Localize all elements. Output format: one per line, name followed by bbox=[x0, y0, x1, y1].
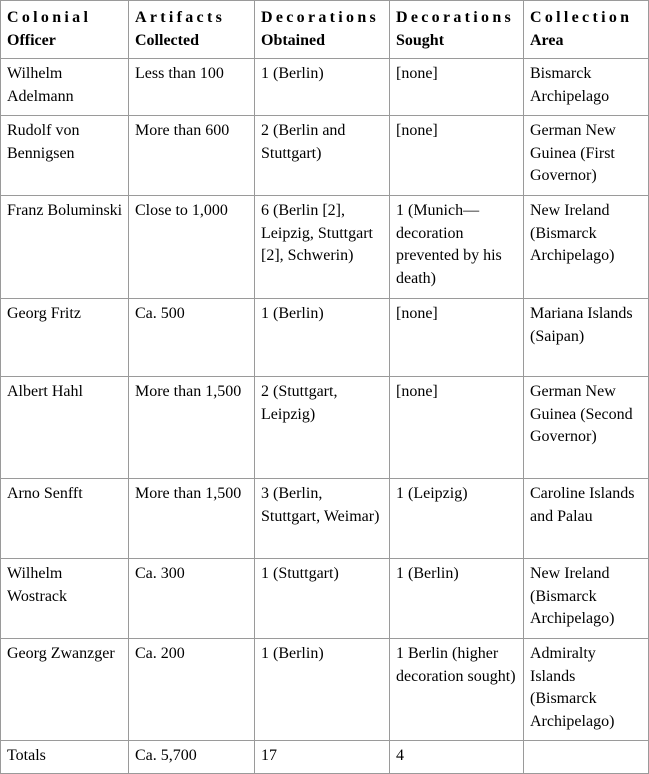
table-row bbox=[1, 59, 649, 116]
cell-artifacts: Close to 1,000 bbox=[129, 196, 255, 299]
cell-area: Bismarck Archipelago bbox=[524, 59, 649, 116]
cell-area: German New Guinea (First Governor) bbox=[524, 116, 649, 196]
header-line2: Obtained bbox=[261, 31, 326, 49]
table-row bbox=[1, 299, 649, 377]
cell-officer: Georg Fritz bbox=[1, 299, 129, 377]
table-row bbox=[1, 196, 649, 299]
header-collection-area bbox=[524, 1, 649, 59]
cell-area: New Ireland (Bismarck Archipelago) bbox=[524, 196, 649, 299]
cell-sought: 1 (Berlin) bbox=[390, 559, 524, 639]
totals-label: Totals bbox=[1, 741, 129, 774]
header-row bbox=[1, 1, 649, 59]
cell-sought: 1 (Munich—decoration prevented by his death) bbox=[390, 196, 524, 299]
cell-officer: Franz Boluminski bbox=[1, 196, 129, 299]
table-row bbox=[1, 116, 649, 196]
totals-row bbox=[1, 741, 649, 774]
header-line2: Collected bbox=[135, 31, 199, 49]
cell-obtained: 2 (Stuttgart, Leipzig) bbox=[255, 377, 390, 479]
table-row bbox=[1, 559, 649, 639]
cell-sought: 1 (Leipzig) bbox=[390, 479, 524, 559]
table-row bbox=[1, 377, 649, 479]
cell-artifacts: Ca. 200 bbox=[129, 639, 255, 741]
header-artifacts-collected bbox=[129, 1, 255, 59]
cell-artifacts: More than 600 bbox=[129, 116, 255, 196]
cell-area: Mariana Islands (Saipan) bbox=[524, 299, 649, 377]
cell-obtained: 2 (Berlin and Stuttgart) bbox=[255, 116, 390, 196]
cell-officer: Wilhelm Adelmann bbox=[1, 59, 129, 116]
cell-sought: [none] bbox=[390, 377, 524, 479]
header-line1: Decorations bbox=[261, 9, 380, 26]
cell-obtained: 1 (Berlin) bbox=[255, 299, 390, 377]
header-line2: Area bbox=[530, 31, 564, 49]
totals-sought: 4 bbox=[390, 741, 524, 774]
cell-area: German New Guinea (Second Governor) bbox=[524, 377, 649, 479]
cell-area: Admiralty Islands (Bismarck Archipelago) bbox=[524, 639, 649, 741]
cell-artifacts: Ca. 500 bbox=[129, 299, 255, 377]
cell-officer: Arno Senfft bbox=[1, 479, 129, 559]
header-colonial-officer bbox=[1, 1, 129, 59]
cell-officer: Albert Hahl bbox=[1, 377, 129, 479]
cell-artifacts: Less than 100 bbox=[129, 59, 255, 116]
cell-officer: Georg Zwanzger bbox=[1, 639, 129, 741]
table-row bbox=[1, 479, 649, 559]
cell-area: New Ireland (Bismarck Archipelago) bbox=[524, 559, 649, 639]
totals-area bbox=[524, 741, 649, 774]
header-line2: Officer bbox=[7, 31, 56, 49]
totals-artifacts: Ca. 5,700 bbox=[129, 741, 255, 774]
cell-sought: [none] bbox=[390, 299, 524, 377]
cell-sought: [none] bbox=[390, 116, 524, 196]
header-line1: Decorations bbox=[396, 9, 515, 26]
header-line1: Artifacts bbox=[135, 9, 226, 26]
cell-artifacts: Ca. 300 bbox=[129, 559, 255, 639]
cell-artifacts: More than 1,500 bbox=[129, 479, 255, 559]
cell-obtained: 1 (Berlin) bbox=[255, 639, 390, 741]
cell-officer: Wilhelm Wostrack bbox=[1, 559, 129, 639]
cell-sought: 1 Berlin (higher decoration sought) bbox=[390, 639, 524, 741]
header-line1: Colonial bbox=[7, 9, 92, 26]
cell-obtained: 1 (Stuttgart) bbox=[255, 559, 390, 639]
cell-sought: [none] bbox=[390, 59, 524, 116]
cell-area: Caroline Islands and Palau bbox=[524, 479, 649, 559]
cell-officer: Rudolf von Bennigsen bbox=[1, 116, 129, 196]
table-row bbox=[1, 639, 649, 741]
cell-obtained: 3 (Berlin, Stuttgart, Weimar) bbox=[255, 479, 390, 559]
header-decorations-obtained bbox=[255, 1, 390, 59]
cell-artifacts: More than 1,500 bbox=[129, 377, 255, 479]
cell-obtained: 1 (Berlin) bbox=[255, 59, 390, 116]
header-line2: Sought bbox=[396, 31, 445, 49]
header-decorations-sought bbox=[390, 1, 524, 59]
header-line1: Collection bbox=[530, 9, 633, 26]
cell-obtained: 6 (Berlin [2], Leipzig, Stuttgart [2], Schwerin) bbox=[255, 196, 390, 299]
totals-obtained: 17 bbox=[255, 741, 390, 774]
